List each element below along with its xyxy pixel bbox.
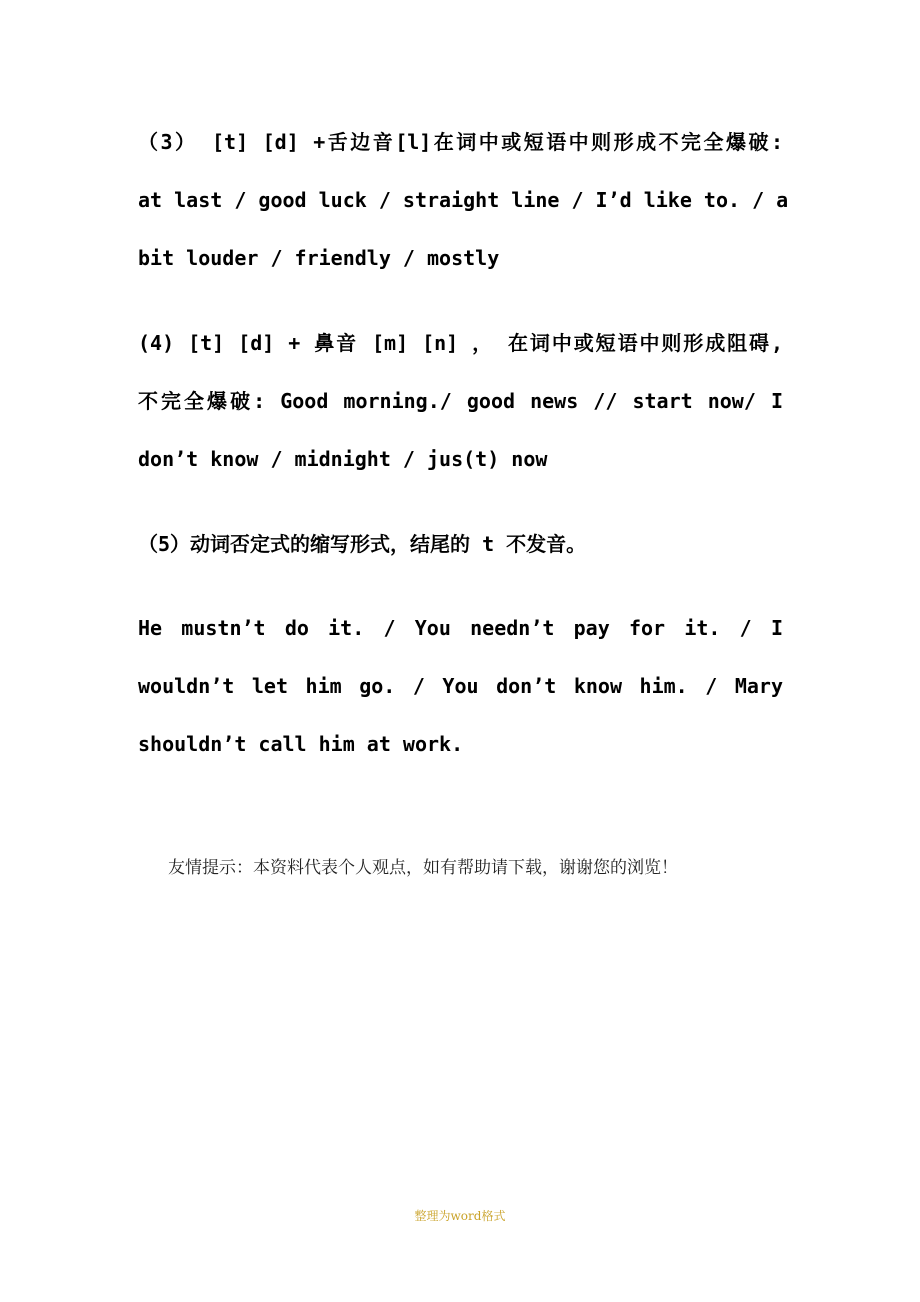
examples-line-2: wouldn’t let him go. / You don’t know him. / Mary [138, 674, 783, 698]
friendly-tip: 友情提示：本资料代表个人观点，如有帮助请下载，谢谢您的浏览！ [168, 858, 678, 878]
section-4-examples-line-2: don’t know / midnight / jus(t) now [138, 447, 548, 471]
examples-line-1: He mustn’t do it. / You needn’t pay for it. / I [138, 616, 783, 640]
section-4-examples-line-1: 不完全爆破: Good morning./ good news // start now/ I [138, 389, 783, 413]
section-4-heading: (4) [t] [d] + 鼻音 [m] [n] ， 在词中或短语中则形成阻碍, [138, 331, 783, 355]
examples-line-3: shouldn’t call him at work. [138, 732, 464, 756]
section-5-heading: （5）动词否定式的缩写形式，结尾的 t 不发音。 [138, 532, 587, 556]
section-3-heading: （3） [t] [d] +舌边音[l]在词中或短语中则形成不完全爆破: [138, 130, 783, 154]
page-footer: 整理为word格式 [414, 1209, 506, 1223]
section-3-examples-line-2: bit louder / friendly / mostly [138, 246, 500, 270]
section-3-examples-line-1: at last / good luck / straight line / I’d like to. / a [138, 188, 789, 212]
